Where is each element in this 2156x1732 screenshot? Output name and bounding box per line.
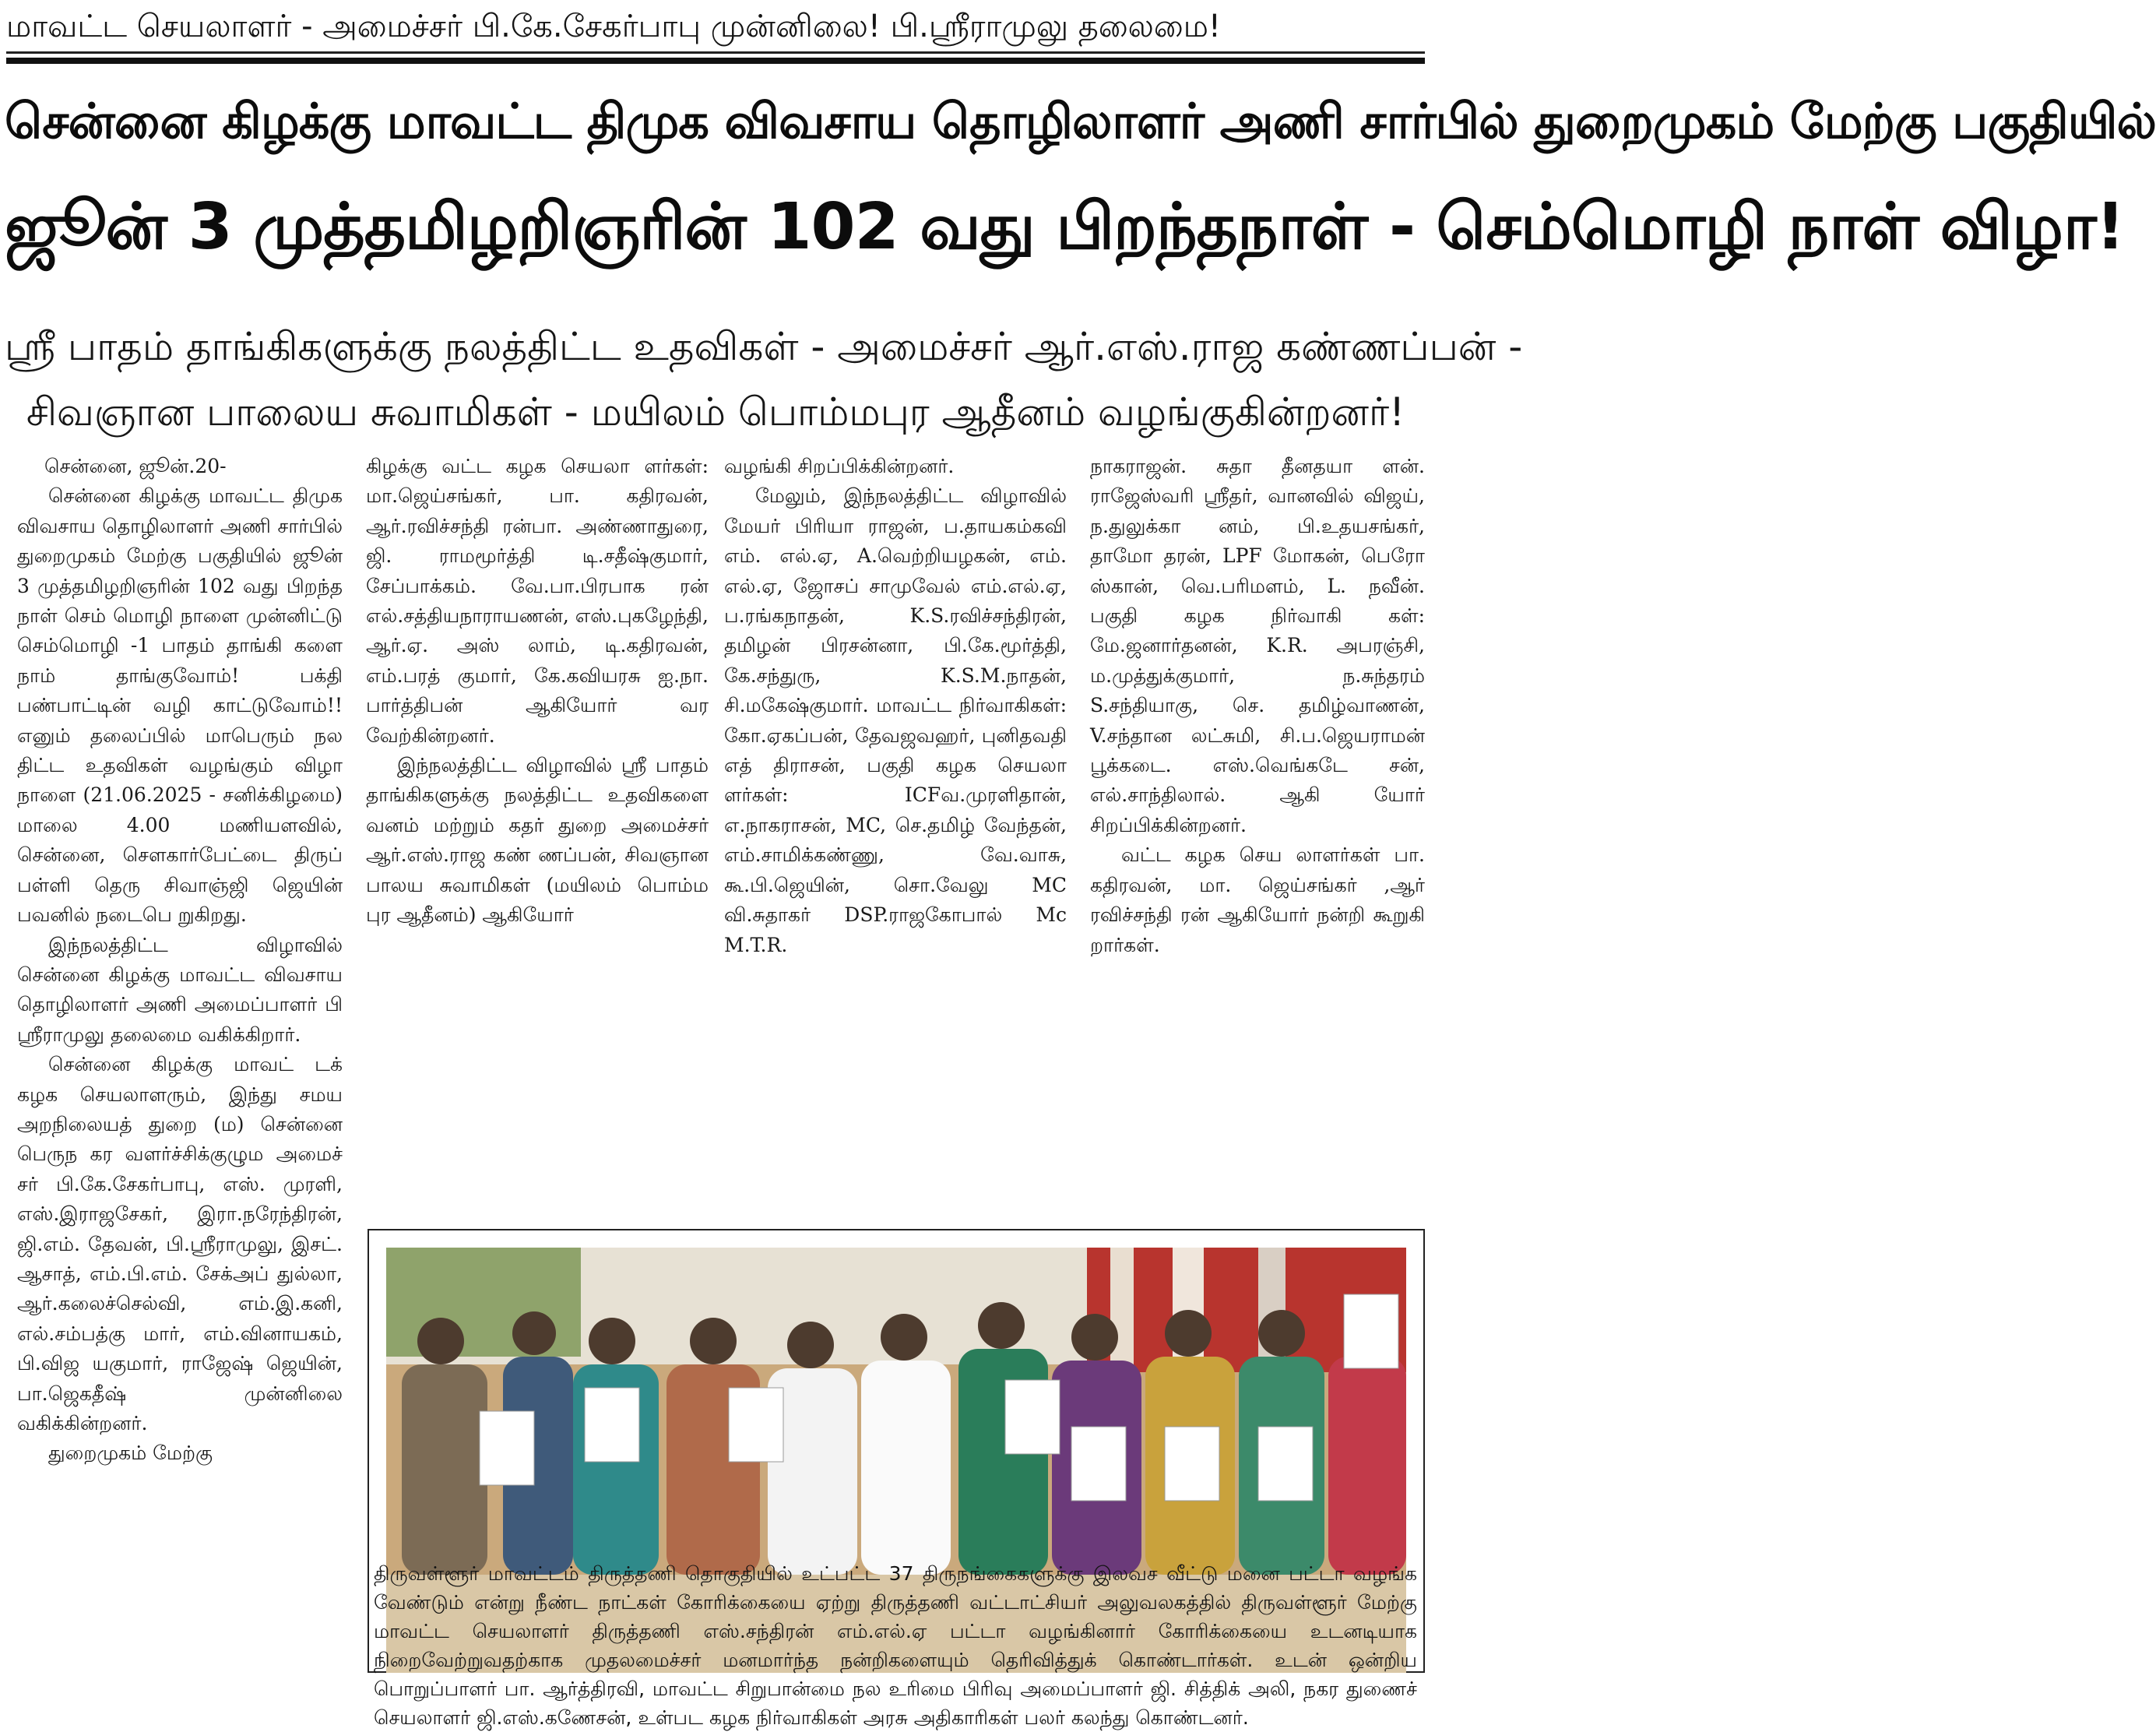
article-column-1 bbox=[17, 452, 343, 1676]
subheadline-line-1: ஸ்ரீ பாதம் தாங்கிகளுக்கு நலத்திட்ட உதவிகள் - அமைச்சர் ஆர்.எஸ்.ராஜ கண்ணப்பன் - bbox=[5, 324, 1523, 369]
kicker-divider bbox=[6, 51, 1425, 54]
paragraph: நாகராஜன். சுதா தீனதயா ளன். ராஜேஸ்வரி ஸ்ரீதர், வானவில் விஜய், ந.துலுக்கா னம், பி.உதயசங்கர், தாமோ தரன், LPF மோகன், பெரோ ஸ்கான், வெ.பரிமளம், L. நவீன். பகுதி கழக நிர்வாகி கள்: மே.ஜனார்தனன், K.R. அபரஞ்சி, ம.முத்துக்குமார், ந.சுந்தரம் S.சந்தியாகு, செ. தமிழ்வாணன், V.சந்தான லட்சுமி, சி.ப.ஜெயராமன் பூக்கடை. எஸ்.வெங்கடே சன், எல்.சாந்திலால். ஆகி யோர் சிறப்பிக்கின்றனர். bbox=[1090, 455, 1425, 836]
paragraph: வட்ட கழக செய லாளர்கள் பா. கதிரவன், மா. ஜெய்சங்கர் ,ஆர் ரவிச்சந்தி ரன் ஆகியோர் நன்றி கூறுகி றார்கள். bbox=[1090, 843, 1425, 956]
article-column-2 bbox=[366, 452, 709, 1233]
headline-top-divider bbox=[6, 58, 1425, 64]
paragraph: இந்நலத்திட்ட விழாவில் ஸ்ரீ பாதம் தாங்கிகளுக்கு நலத்திட்ட உதவிகளை வனம் மற்றும் கதர் துறை அமைச்சர் ஆர்.எஸ்.ராஜ கண் ணப்பன், சிவஞான பாலய சுவாமிகள் (மயிலம் பொம்ம புர ஆதீனம்) ஆகியோர் bbox=[366, 754, 709, 927]
paragraph: மேலும், இந்நலத்திட்ட விழாவில் மேயர் பிரியா ராஜன், ப.தாயகம்கவி எம். எல்.ஏ, A.வெற்றியழகன், எம். எல்.ஏ, ஜோசப் சாமுவேல் எம்.எல்.ஏ, ப.ரங்கநாதன், K.S.ரவிச்சந்திரன், தமிழன் பிரசன்னா, பி.கே.மூர்த்தி, கே.சந்துரு, K.S.M.நாதன், சி.மகேஷ்குமார். மாவட்ட நிர்வாகிகள்: கோ.ஏகப்பன், தேவஜவஹர், புனிதவதி எத் திராசன், பகுதி கழக செயலா ளர்கள்: ICFவ.முரளிதான், எ.நாகராசன், MC, செ.தமிழ் வேந்தன், எம்.சாமிக்கண்ணு, வே.வாசு, கூ.பி.ஜெயின், சொ.வேலு MC வி.சுதாகர் DSP.ராஜகோபால் Mc M.T.R. bbox=[724, 484, 1067, 956]
dateline: சென்னை, ஜூன்.20- bbox=[44, 455, 227, 477]
headline-line-1: சென்னை கிழக்கு மாவட்ட திமுக விவசாய தொழிலாளர் அணி சார்பில் துறைமுகம் மேற்கு பகுதியில் bbox=[5, 93, 2156, 150]
paragraph: சென்னை கிழக்கு மாவட் டக் கழக செயலாளரும், இந்து சமய அறநிலையத் துறை (ம) சென்னை பெருந கர வளர்ச்சிக்குழும அமைச் சர் பி.கே.சேகர்பாபு, எஸ். முரளி, எஸ்.இராஜசேகர், இரா.நரேந்திரன், ஜி.எம். தேவன், பி.ஸ்ரீராமுலு, இசட். ஆசாத், எம்.பி.எம். சேக்அப் துல்லா, ஆர்.கலைச்செல்வி, எம்.இ.கனி, எல்.சம்பத்கு மார், எம்.வினாயகம், பி.விஜ யகுமார், ராஜேஷ் ஜெயின், பா.ஜெகதீஷ் முன்னிலை வகிக்கின்றனர். bbox=[17, 1053, 343, 1435]
article-column-4 bbox=[1090, 452, 1425, 1233]
paragraph: கிழக்கு வட்ட கழக செயலா ளர்கள்: மா.ஜெய்சங்கர், பா. கதிரவன், ஆர்.ரவிச்சந்தி ரன்பா. அண்ணாதுரை, ஜி. ராமமூர்த்தி டி.சதீஷ்குமார், சேப்பாக்கம். வே.பா.பிரபாக ரன் எல்.சத்தியநாராயணன், எஸ்.புகழேந்தி, ஆர்.ஏ. அஸ் லாம், டி.கதிரவன், எம்.பரத் குமார், கே.கவியரசு ஐ.நா. பார்த்திபன் ஆகியோர் வர வேற்கின்றனர். bbox=[366, 455, 709, 747]
photo-caption: திருவள்ளூர் மாவட்டம் திருத்தணி தொகுதியில் உட்பட்ட 37 திருநங்கைகளுக்கு இலவச வீட்டு மனை பட்டா வழங்க வேண்டும் என்று நீண்ட நாட்கள் கோரிக்கையை ஏற்று திருத்தணி வட்டாட்சியர் அலுவலகத்தில் திருவள்ளூர் மேற்கு மாவட்ட செயலாளர் திருத்தணி எஸ்.சந்திரன் எம்.எல்.ஏ பட்டா வழங்கினார் கோரிக்கையை உடனடியாக நிறைவேற்றுவதற்காக முதலமைச்சர் மனமார்ந்த நன்றிகளையும் தெரிவித்துக் கொண்டார்கள். உடன் ஒன்றிய பொறுப்பாளர் பா. ஆர்த்திரவி, மாவட்ட சிறுபான்மை நல உரிமை பிரிவு அமைப்பாளர் ஜி. சித்திக் அலி, நகர துணைச் செயலாளர் ஜி.எஸ்.கணேசன், உள்பட கழக நிர்வாகிகள் அரசு அதிகாரிகள் பலர் கலந்து கொண்டனர். bbox=[374, 1562, 1417, 1729]
paragraph: வழங்கி சிறப்பிக்கின்றனர். bbox=[724, 455, 955, 477]
subheadline-line-2: சிவஞான பாலைய சுவாமிகள் - மயிலம் பொம்மபுர ஆதீனம் வழங்குகின்றனர்! bbox=[26, 389, 1405, 435]
paragraph: துறைமுகம் மேற்கு bbox=[48, 1442, 213, 1465]
article-column-3 bbox=[724, 452, 1067, 1233]
paragraph: இந்நலத்திட்ட விழாவில் சென்னை கிழக்கு மாவட்ட விவசாய தொழிலாளர் அணி அமைப்பாளர் பி ஸ்ரீராமுலு தலைமை வகிக்கிறார். bbox=[17, 933, 343, 1046]
paragraph: சென்னை கிழக்கு மாவட்ட திமுக விவசாய தொழிலாளர் அணி சார்பில் துறைமுகம் மேற்கு பகுதியில் ஜூன் 3 முத்தமிழறிஞரின் 102 வது பிறந்த நாள் செம் மொழி நாளை முன்னிட்டு செம்மொழி -1 பாதம் தாங்கி களை நாம் தாங்குவோம்! பக்தி பண்பாட்டின் வழி காட்டுவோம்!! எனும் தலைப்பில் மாபெரும் நல திட்ட உதவிகள் வழங்கும் விழா நாளை (21.06.2025 - சனிக்கிழமை) மாலை 4.00 மணியளவில், சென்னை, சௌகார்பேட்டை திருப் பள்ளி தெரு சிவாஞ்ஜி ஜெயின் பவனில் நடைபெ றுகிறது. bbox=[17, 484, 343, 927]
headline-line-2: ஜூன் 3 முத்தமிழறிஞரின் 102 வது பிறந்தநாள் - செம்மொழி நாள் விழா! bbox=[5, 190, 2125, 264]
kicker-line: மாவட்ட செயலாளர் - அமைச்சர் பி.கே.சேகர்பாபு முன்னிலை! பி.ஸ்ரீராமுலு தலைமை! bbox=[6, 9, 1221, 44]
